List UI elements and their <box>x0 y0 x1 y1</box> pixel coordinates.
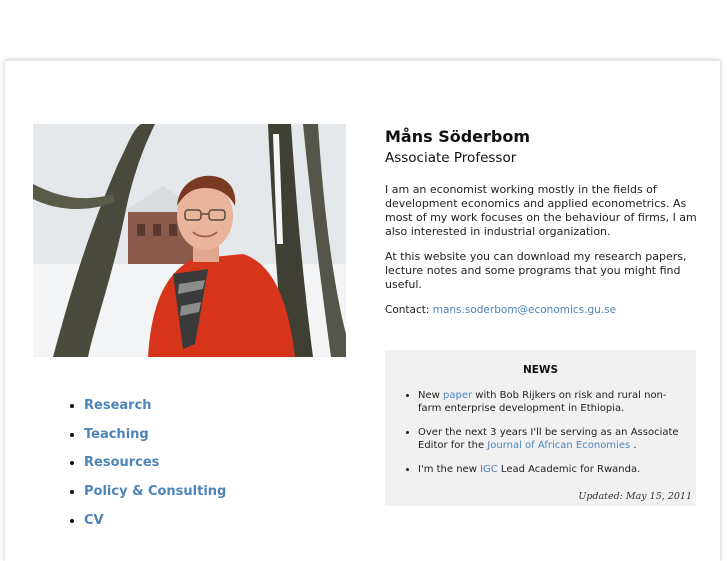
profile-info <box>385 127 697 316</box>
nav-link-policy-consulting[interactable]: Policy & Consulting <box>84 484 227 500</box>
news-heading: NEWS <box>522 364 559 376</box>
nav-link-research[interactable]: Research <box>84 398 152 413</box>
nav-item-cv <box>84 513 226 542</box>
news-link-paper[interactable]: paper <box>443 390 473 401</box>
nav-link-resources[interactable]: Resources <box>84 455 160 471</box>
nav-item-teaching <box>84 427 226 456</box>
news-link-igc[interactable]: IGC <box>480 464 498 475</box>
bio-paragraph-2: At this website you can download my research papers, lecture notes and some programs that you might find useful. <box>385 250 687 291</box>
updated-date: Updated: May 15, 2011 <box>578 491 692 502</box>
news-box <box>385 350 696 506</box>
news-text: with Bob Rijkers on risk and rural non-farm enterprise development in Ethiopia. <box>418 390 667 414</box>
contact-email-link[interactable]: mans.soderbom@economics.gu.se <box>432 304 617 316</box>
nav-link-cv[interactable]: CV <box>84 512 104 528</box>
contact-label: Contact: <box>385 304 430 316</box>
news-item <box>418 463 688 476</box>
news-text: Lead Academic for Rwanda. <box>497 464 641 475</box>
portrait-photo <box>33 124 346 357</box>
nav-item-resources <box>84 455 226 484</box>
profile-title: Associate Professor <box>385 150 517 166</box>
contact-line <box>385 304 697 316</box>
news-link-journal[interactable]: Journal of African Economies <box>487 440 631 451</box>
nav-item-research <box>84 398 226 427</box>
profile-name: Måns Söderbom <box>385 127 531 146</box>
main-nav <box>68 398 226 541</box>
bio-paragraph-1: I am an economist working mostly in the fields of development economics and applied econometrics. As most of my work focuses on the behaviour of firms, I am also interested in industrial organization. <box>385 183 697 238</box>
news-item <box>418 389 688 415</box>
news-item <box>418 426 688 452</box>
news-text: I'm the new <box>418 464 481 475</box>
nav-item-policy <box>84 484 226 513</box>
news-text: New <box>418 390 443 401</box>
nav-link-teaching[interactable]: Teaching <box>84 426 149 442</box>
news-text: Over the next 3 years I'll be serving as an Associate Editor for the <box>418 427 679 451</box>
news-text: . <box>630 440 637 451</box>
news-list <box>385 389 696 476</box>
